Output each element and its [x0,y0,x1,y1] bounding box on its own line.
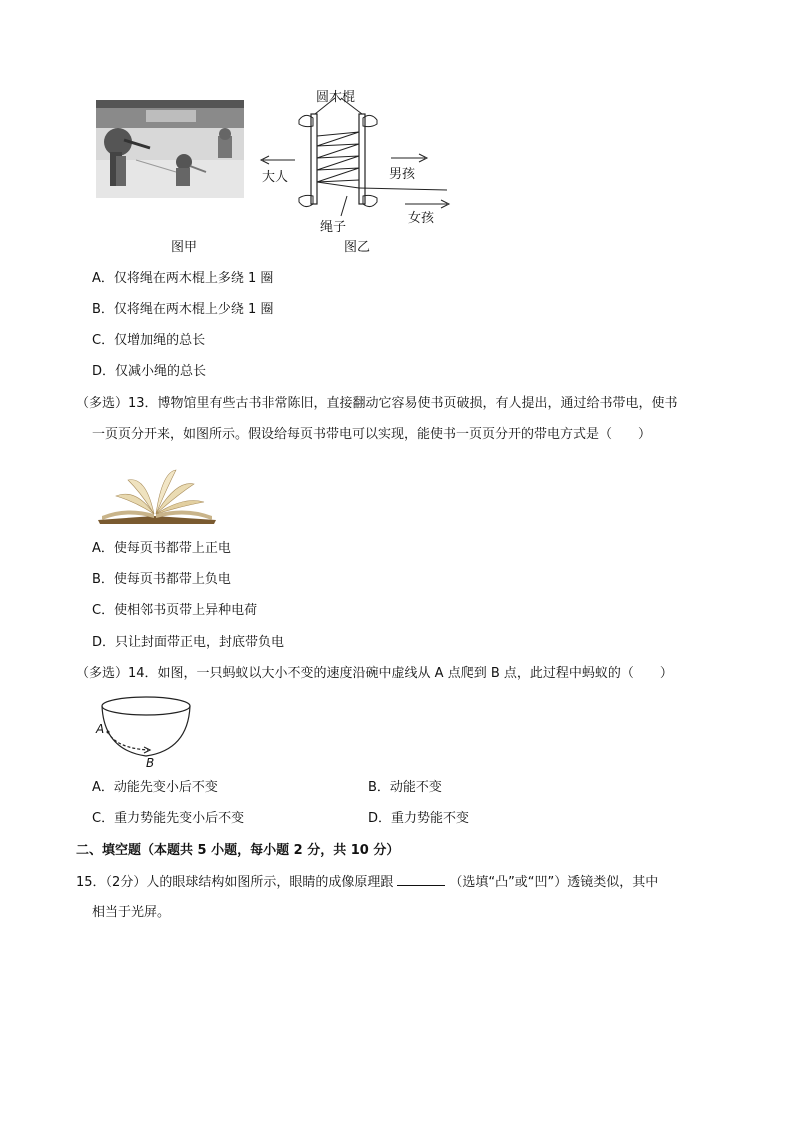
label-boy: 男孩 [389,167,416,182]
open-book-image [96,466,218,524]
q14-option-c: C．重力势能先变小后不变 [92,811,245,826]
q14-option-d: D．重力势能不变 [368,811,470,826]
q14-option-b: B．动能不变 [368,780,442,795]
q15-line1 [76,873,658,892]
label-adult: 大人 [262,170,289,185]
q13-option-c: C．使相邻书页带上异种电荷 [92,603,258,618]
bowl-label-a: A [96,722,105,736]
q15-line2: 相当于光屏。 [92,905,171,920]
q13-option-b: B．使每页书都带上负电 [92,572,231,587]
label-wood-sticks: 圆木棍 [316,90,356,105]
q13-option-d: D．只让封面带正电，封底带负电 [92,635,285,650]
label-girl: 女孩 [408,211,435,226]
q15-text-part2: （选填“凸”或“凹”）透镜类似，其中 [449,875,659,890]
section-2-title: 二、填空题（本题共 5 小题，每小题 2 分，共 10 分） [76,843,400,858]
q14-option-a: A．动能先变小后不变 [92,780,218,795]
q12-option-c: C．仅增加绳的总长 [92,333,206,348]
q13-option-a: A．使每页书都带上正电 [92,541,231,556]
q12-option-d: D．仅减小绳的总长 [92,364,207,379]
q15-text-part1: 15．（2分）人的眼球结构如图所示，眼睛的成像原理跟 [76,875,394,890]
q13-stem-line2: 一页页分开来，如图所示。假设给每页书带电可以实现，能使书一页页分开的带电方式是（ ） [92,427,652,442]
q12-option-b: B．仅将绳在两木棍上少绕 1 圈 [92,302,274,317]
bowl-label-b: B [146,756,155,770]
figure-jia-photo [96,100,244,198]
label-rope: 绳子 [320,220,347,235]
q14-stem: （多选）14．如图，一只蚂蚁以大小不变的速度沿碗中虚线从 A 点爬到 B 点，此过程中蚂蚁的（ ） [76,666,673,681]
q15-answer-blank[interactable] [397,873,445,886]
figure-yi-caption: 图乙 [344,240,371,255]
q13-stem-line1: （多选）13．博物馆里有些古书非常陈旧，直接翻动它容易使书页破损，有人提出，通过给书带电，使书 [76,396,678,411]
q12-option-a: A．仅将绳在两木棍上多绕 1 圈 [92,271,274,286]
figure-jia-caption: 图甲 [171,240,198,255]
